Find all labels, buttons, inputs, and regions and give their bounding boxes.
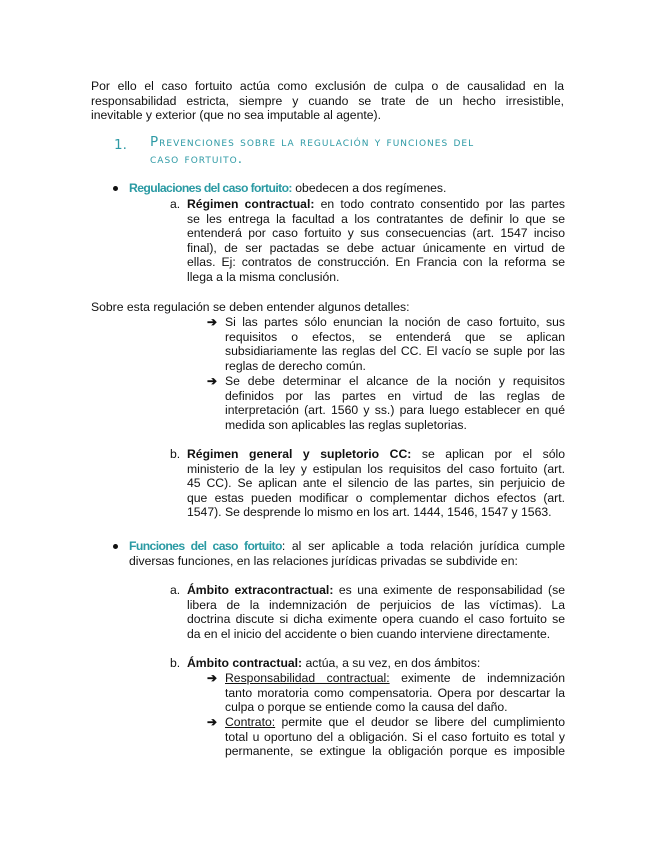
bullet-icon [113, 544, 118, 549]
detalle-2: Se debe determinar el alcance de la noción y requisitos definidos por las partes en virtud de las reglas de interpretación (art. 1560 y ss.) para luego establecer en qué medida son aplicables las reglas supletorias. [225, 374, 565, 432]
section-heading [150, 134, 570, 168]
regimen-general-title: Régimen general y supletorio CC: [187, 447, 412, 461]
responsabilidad-contractual-label: Responsabilidad contractual: [225, 671, 390, 685]
heading-line: caso fortuito. [150, 151, 244, 167]
arrow-right-icon: ➔ [207, 315, 218, 329]
list-marker-b: b. [170, 656, 181, 670]
arrow-right-icon: ➔ [207, 374, 218, 388]
regulaciones-bullet [129, 181, 569, 196]
regimen-contractual: Régimen contractual: en todo contrato consentido por las partes se les entrega la facultad a los contratantes de definir lo que se entenderá por caso fortuito y sus consecuencias (art. 1547 inciso final), de ser pactadas se debe actuar únicamente en virtud de ellas. Ej: contratos de construcción. En Francia con la reforma se llega a la misma conclusión. [187, 197, 565, 284]
list-marker-a: a. [170, 197, 181, 211]
text-line: final), de ser pactadas se debe actuar únicamente en virtud de [187, 240, 565, 255]
responsabilidad-contractual: Responsabilidad contractual: eximente de indemnización tanto moratoria como compensatoria. Opera por descartar la culpa o porque se entiende como la causa del daño. [225, 671, 565, 715]
contrato-label: Contrato: [225, 715, 276, 729]
regulaciones-text: obedecen a dos regímenes. [291, 181, 447, 195]
detalle-1: Si las partes sólo enuncian la noción de caso fortuito, sus requisitos o efectos, se entenderá que se aplican subsidiariamente las reglas del CC. El vacío se suple por las reglas de derecho común. [225, 315, 565, 373]
ambito-extracontractual-title: Ámbito extracontractual: [187, 583, 334, 597]
regulaciones-label: Regulaciones del caso fortuito: [129, 181, 292, 195]
ambito-extracontractual: Ámbito extracontractual: es una eximente de responsabilidad (se libera de la indemnización de perjuicios de las víctimas). La doctrina discute si dicha eximente opera cuando el caso fortuito se da en el inicio del accidente o bien cuando interviene directamente. [187, 583, 565, 641]
text-line: inevitable y exterior (que no sea imputable al agente). [91, 108, 381, 123]
arrow-right-icon: ➔ [207, 671, 218, 685]
ambito-contractual: Ámbito contractual: actúa, a su vez, en dos ámbitos: [187, 656, 481, 670]
regimen-contractual-title: Régimen contractual: [187, 197, 315, 211]
text-line: entenderá por caso fortuito y sus consecuencias (art. 1547 inciso [187, 226, 565, 241]
text-line: responsabilidad estricta, siempre y cuando se trate de un hecho irresistible, [91, 93, 564, 108]
heading-line: Prevenciones sobre la regulación y funciones del [150, 134, 475, 150]
text-line: ellas. Ej: contratos de construcción. En Francia con la reforma se [187, 255, 565, 270]
list-marker-b: b. [170, 447, 181, 461]
text-line: se les entrega la facultad a los contratantes de definir lo que se [187, 211, 565, 226]
text-line: llega a la misma conclusión. [187, 269, 340, 284]
detalles-intro: Sobre esta regulación se deben entender algunos detalles: [91, 300, 410, 314]
list-marker-a: a. [170, 583, 181, 597]
funciones-label: Funciones del caso fortuito [129, 539, 282, 553]
arrow-right-icon: ➔ [207, 715, 218, 729]
contrato: Contrato: permite que el deudor se libere del cumplimiento total u oportuno del a obligación. Si el caso fortuito es total y permanente, se extingue la obligación porque es imposible [225, 715, 565, 759]
text-line: Por ello el caso fortuito actúa como exclusión de culpa o de causalidad en la [91, 79, 564, 93]
funciones-bullet: Funciones del caso fortuito: al ser aplicable a toda relación jurídica cumple diversas funciones, en las relaciones jurídicas privadas se subdivide en: [129, 539, 565, 568]
bullet-icon [113, 186, 118, 191]
intro-paragraph [91, 79, 564, 123]
ambito-contractual-title: Ámbito contractual: [187, 656, 303, 670]
regimen-general: Régimen general y supletorio CC: se aplican por el sólo ministerio de la ley y estipulan los requisitos del caso fortuito (art. 45 CC). Se aplican ante el silencio de las partes, sin perjuicio de que estas pueden modificar o complementar dichos efectos (art. 1547). Se desprende lo mismo en los art. 1444, 1546, 1547 y 1563. [187, 447, 565, 520]
section-number: 1. [114, 137, 127, 153]
